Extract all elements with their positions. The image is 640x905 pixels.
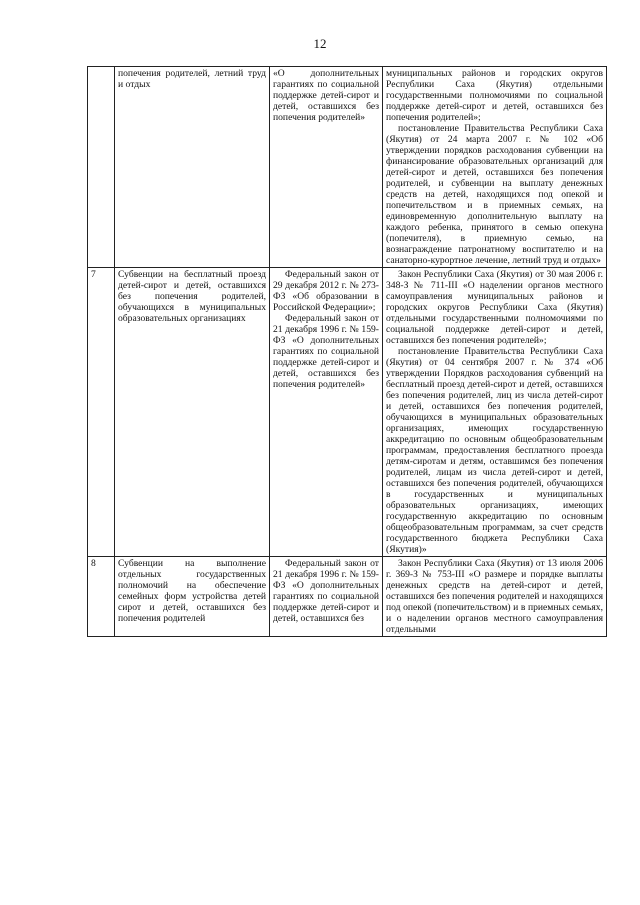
federal-law-cell [270,268,383,557]
federal-law-text: Федеральный закон от 21 декабря 1996 г. № 159-ФЗ «О дополнительных гарантиях по социальной поддержке детей-сирот и детей, оставшихся без попечения родителей» [273,313,379,390]
regional-law-text: постановление Правительства Республики Саха (Якутия) от 24 марта 2007 г. № 102 «Об утверждении порядков расходования субвенции на финансирование образовательных организаций для детей-сирот и детей, оставшихся без попечения родителей, и субвенции на выплату денежных средств на детей, находящихся под опекой и попечительством и в приемных семьях, на единовременную дополнительную выплату на каждого ребенка, принятого в семью опекуна (попечителя), в приемную семью, на вознаграждение патронатному воспитателю и на санаторно-курортное лечение, летний труд и отдых» [386,123,603,266]
table-row [88,67,607,268]
row-number [88,67,115,268]
regional-law-text: Закон Республики Саха (Якутия) от 30 мая 2006 г. 348-З № 711-III «О наделении органов местного самоуправления муниципальных районов и городских округов Республики Саха (Якутия) отдельными государственными полномочиями по социальной поддержке детей-сирот и детей, оставшихся без попечения родителей»; [386,269,603,346]
row-number: 8 [88,557,115,637]
row-number: 7 [88,268,115,557]
federal-law-text: Федеральный закон от 29 декабря 2012 г. № 273-ФЗ «Об образовании в Российской Федерации»; [273,269,379,313]
regional-law-text: Закон Республики Саха (Якутия) от 13 июля 2006 г. 369-З № 753-III «О размере и порядке выплаты денежных средств на детей-сирот и детей, оставшихся без попечения родителей и находящихся под опекой (попечительством) и в приемных семьях, и о наделении органов местного самоуправления отдельными [386,558,603,635]
regional-law-cell [383,268,607,557]
table-row [88,557,607,637]
table-row [88,268,607,557]
page-number: 12 [313,36,327,51]
regional-law-cell [383,67,607,268]
regional-law-text: постановление Правительства Республики Саха (Якутия) от 04 сентября 2007 г. № 374 «Об утверждении Порядков расходования субвенций на бесплатный проезд детей-сирот и детей, оставшихся без попечения родителей, лиц из числа детей-сирот и детей, оставшихся без попечения родителей, обучающихся в муниципальных образовательных организациях, имеющих государственную аккредитацию по основным общеобразовательным программам, предоставления бесплатного проезда детям-сиротам и детям, оставшимся без попечения родителей, лицам из числа детей-сирот и детей, оставшихся без попечения родителей, обучающихся в государственных и муниципальных образовательных организациях, имеющих государственную аккредитацию по основным общеобразовательным программам, за счет средств государственного бюджета Республики Саха (Якутия)» [386,346,603,555]
federal-law-text: Федеральный закон от 21 декабря 1996 г. № 159-ФЗ «О дополнительных гарантиях по социальной поддержке детей-сирот и детей, оставшихся без [273,558,379,624]
federal-law-cell [270,67,383,268]
legal-basis-table [87,66,607,637]
subject-cell: Субвенции на выполнение отдельных государственных полномочий на обеспечение семейных форм устройства детей сирот и детей, оставшихся без попечения родителей [115,557,270,637]
regional-law-cell [383,557,607,637]
subject-cell: Субвенции на бесплатный проезд детей-сирот и детей, оставшихся без попечения родителей, обучающихся в муниципальных образовательных организациях [115,268,270,557]
federal-law-cell [270,557,383,637]
federal-law-text: «О дополнительных гарантиях по социальной поддержке детей-сирот и детей, оставшихся без попечения родителей» [273,68,379,123]
regional-law-text: муниципальных районов и городских округов Республики Саха (Якутия) отдельными государственными полномочиями по социальной поддержке детей-сирот и детей, оставшихся без попечения родителей»; [386,68,603,123]
subject-cell: попечения родителей, летний труд и отдых [115,67,270,268]
